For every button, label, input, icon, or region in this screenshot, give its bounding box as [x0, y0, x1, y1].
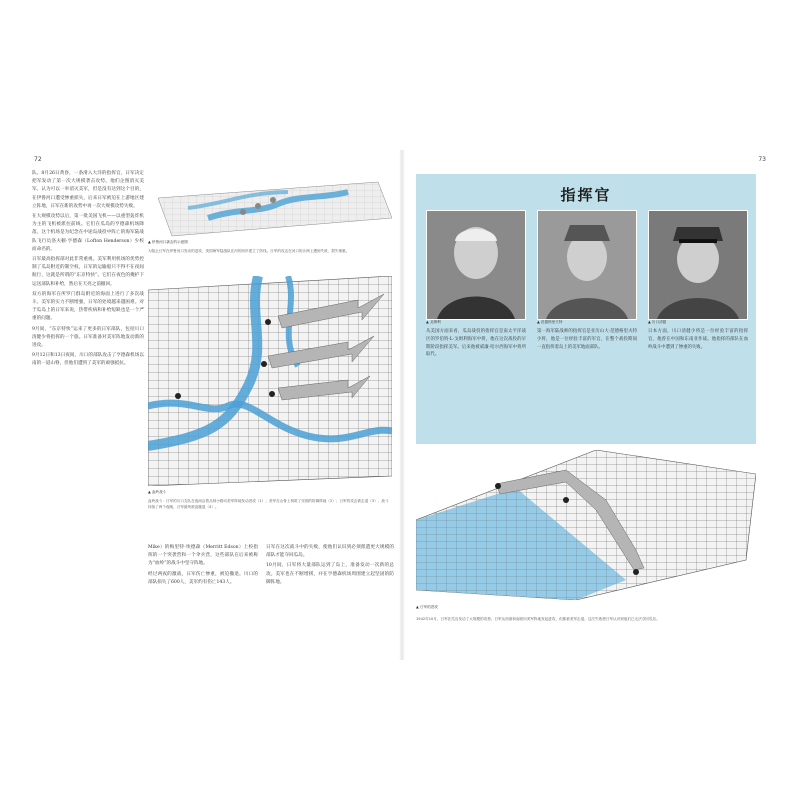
- map-japanese-attack: [416, 450, 756, 600]
- map3-label: ▲ 日军的进攻: [416, 605, 438, 609]
- portrait-vandegrift: [537, 210, 637, 320]
- right-page: [408, 150, 772, 660]
- map1-label: ▲ 伊鲁河口袭击的示意图: [148, 240, 188, 244]
- page-number-left: 72: [34, 156, 42, 163]
- portrait-ghormley: [426, 210, 526, 320]
- paragraph: 日军最高指挥部对此非常重视。美军利用机场的优势控制了瓜岛附近的制空权，日军的运输船只不得不在夜间航行，这就是所谓的“东京特快”。它们在夜色的掩护下运送部队和补给，然后在天亮之前撤回。: [32, 257, 144, 287]
- map-bloody-ridge: [148, 276, 392, 486]
- page-gutter: [399, 150, 405, 660]
- page-number-right: 73: [758, 156, 766, 163]
- paragraph: 日军在这次战斗中的失败，使他们认识到必须派遣更大规模的部队才能夺回瓜岛。: [266, 545, 394, 559]
- map2-label: ▲ 血岭战斗: [148, 490, 167, 494]
- commanders-title: 指挥官: [560, 186, 612, 204]
- commander-text-1: 从美国方面来看，瓜岛战役的指挥官是南太平洋战区的罗伯特·L·戈姆利海军中将，他在这次战役的早期阶段指挥美军。后来他被威廉·哈尔西海军中将所取代。: [426, 329, 526, 358]
- portrait-label: ▲ 范德格里夫特: [537, 320, 563, 324]
- paragraph: 10月间，日军将大量部队运到了岛上，准备发动一次新的总攻。美军也在不断增援，并在亨德森机场周围建立起坚固的防御阵地。: [266, 563, 394, 585]
- map1-caption: 为阻止日军在伊鲁河口发动的进攻，美国海军陆战队在河的西岸建立了防线。日军的攻击在河口的沙洲上遭到失败，损失惨重。: [148, 249, 350, 253]
- paragraph: 9月间，“东京特快”运来了更多的日军部队，包括川口清健少将指挥的一个旅。日军准备对美军阵地发动新的进攻。: [32, 326, 144, 349]
- left-page: [28, 150, 396, 660]
- left-text-column-1: [32, 170, 144, 660]
- commander-text-2: 第一海军陆战师的指挥官是亚历山大·范德格里夫特少将，他是一位经验丰富的军官，在整个战役期间一直指挥着岛上的美军地面部队。: [537, 329, 637, 350]
- portrait-label: ▲ 川口清健: [648, 320, 667, 324]
- paragraph: 9月12日和13日夜间，川口的部队攻击了亨德森机场以南的一道山脊，但他们遭到了美军的顽强抵抗。: [32, 353, 144, 367]
- commanders-box: [416, 174, 756, 444]
- paragraph: Mike）的梅里特·埃德森（Merritt Edson）上校指挥的一个突袭营和一个伞兵营，这些部队在后来被称为“血岭”的战斗中坚守阵地。: [148, 545, 258, 567]
- paragraph: 在大规模攻势以后，第一批美国飞机——以重型轰炸机为主的飞机被派往前线。它们在瓜岛的亨德森机场降落，这个机场是为纪念在中途岛战役中阵亡的海军陆战队飞行员洛夫顿·亨德森（Lofton Henderson）少校而命名的。: [32, 214, 144, 252]
- book-spread: [28, 150, 772, 660]
- map2-caption: 血岭战斗：日军的川口支队在夜间沿着丛林小路向美军阵地发动进攻（1）；美军在山脊上构筑了坚固的防御阵地（2）；日军的攻击被击退（3）；战斗持续了两个夜晚，日军最终被迫撤退（4）。: [148, 499, 389, 509]
- paragraph: 经过两夜的激战，日军伤亡惨重，被迫撤退。川口的部队损失了600人，美军约有伤亡143人。: [148, 571, 258, 585]
- paragraph: 队。8月26日黄昏，一条滑入大洋的指挥官，日军决定把军发动了第一次大规模袭击攻势。他们企图消灭美军。认为可以一举消灭美军，但是没有达到这个目的，在伊鲁河口遭受惨重损失，后来日军被迫在上游地区建立阵地，日军在新的攻势中再一次大规模攻势失败。: [32, 171, 144, 209]
- paragraph: 双方的海军在所罗门群岛附近的海面上进行了多次战斗。美军的实力不断增强，日军的处境越来越困难。对于瓜岛上的日军来说，热带疾病和补给短缺也是一个严重的问题。: [32, 291, 144, 322]
- map3-caption: 1942年10月，日军在瓜岛发动了大规模的攻势。日军从西面和南面向美军阵地发起进攻，但都被美军击退。这次失败使日军认识到他们已无法夺回瓜岛。: [416, 617, 660, 621]
- map-illu-river: [148, 178, 392, 238]
- left-text-column-2: [148, 544, 258, 654]
- commander-text-3: 日本方面，川口清健少将是一位经验丰富的指挥官，他曾在中国和东南亚作战。他指挥的部队在血岭战斗中遭到了惨重的失败。: [648, 329, 748, 350]
- left-text-column-3: [266, 544, 394, 654]
- map-illustration-1: [148, 178, 392, 238]
- map-illustration-2: [148, 276, 392, 486]
- map-illustration-3: [416, 450, 756, 600]
- portrait-label: ▲ 戈姆利: [426, 320, 441, 324]
- portrait-kawaguchi: [648, 210, 748, 320]
